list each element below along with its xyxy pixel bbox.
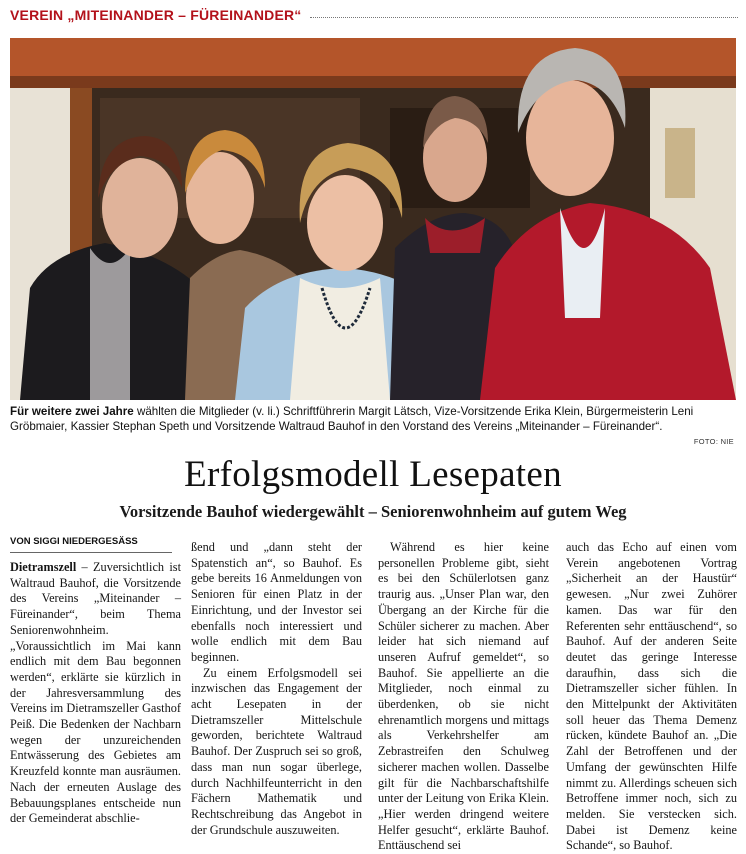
group-photo-illustration bbox=[10, 38, 736, 400]
article-column-3 bbox=[378, 540, 549, 854]
photo-credit: FOTO: NIE bbox=[693, 437, 734, 446]
column-1-paragraph: – Zuversichtlich ist Waltraud Bauhof, die Vorsitzende des Vereins „Miteinander – Füreinander“, beim Thema Seniorenwohnheim. „Voraussichtlich im Mai kann endlich mit dem Bau begonnen werden“, erklärte sie kürzlich in der Jahresversammlung des Vereins im Dietramszeller Gasthof Peiß. Die Bedenken der Nachbarn wegen der unzureichenden Entwässerung des Gebietes am Kreuzfeld konnte man ausräumen. Nach der erneuten Auslage des Bebauungsplanes entscheide nun der Gemeinderat abschlie- bbox=[10, 560, 181, 826]
column-4-paragraph: auch das Echo auf einen vom Verein angebotenen Vortrag „Sicherheit an der Haustür“ gewesen. „Nur zwei Zuhörer kamen. Das war für den Referenten sehr enttäuschend“, so Bauhof. Auf der anderen Seite deutet das geringe Interesse daraufhin, dass sich die Dietramszeller sicher fühlen. In den Mittelpunkt der Aktivitäten soll heuer das Thema Demenz rücken, kündete Bauhof an. „Die Zahl der Betroffenen und der Umfang der gewünschten Hilfe nimmt zu. Allerdings scheuen sich Betroffene immer noch, sich zu melden. Sie verstecken sich. Dabei ist Demenz keine Schande“, so Bauhof. bbox=[566, 540, 737, 853]
article-subhead: Vorsitzende Bauhof wiedergewählt – Seniorenwohnheim auf gutem Weg bbox=[119, 502, 627, 521]
photo-caption bbox=[10, 404, 736, 434]
article-headline: Erfolgsmodell Lesepaten bbox=[184, 454, 562, 495]
kicker-dotted-rule bbox=[310, 17, 739, 18]
dateline: Dietramszell bbox=[10, 560, 77, 574]
article-column-1 bbox=[10, 560, 181, 827]
article-column-4 bbox=[566, 540, 737, 854]
group-photo bbox=[10, 38, 736, 400]
caption-text: wählten die Mitglieder (v. li.) Schriftführerin Margit Lätsch, Vize-Vorsitzende Erika Klein, Bürgermeisterin Leni Gröbmaier, Kassier Stephan Speth und Vorsitzende Waltraud Bauhof in den Vorstand des Vereins „Miteinander – Füreinander“. bbox=[10, 405, 694, 433]
column-2-paragraph-2: Zu einem Erfolgsmodell sei inzwischen das Engagement der acht Lesepaten in der Dietramszeller Mittelschule geworden, berichtete Waltraud Bauhof. Der Zuspruch sei so groß, dass man nun sogar überlege, durch Nachhilfeunterricht in den Fächern Mathematik und Rechtschreibung das Angebot in der Grundschule auszuweiten. bbox=[191, 665, 362, 837]
article-byline: VON SIGGI NIEDERGESÄSS bbox=[10, 534, 172, 553]
article-column-2 bbox=[191, 540, 362, 838]
kicker-label: VEREIN „MITEINANDER – FÜREINANDER“ bbox=[10, 7, 302, 23]
section-kicker bbox=[10, 4, 738, 26]
caption-lead: Für weitere zwei Jahre bbox=[10, 405, 134, 418]
column-3-paragraph: Während es hier keine personellen Probleme gibt, sieht es bei den Schülerlotsen ganz traurig aus. „Unser Plan war, den Übergang an der Kirche für die Schüler sicherer zu machen. Aber leider hat sich niemand auf unseren Aufruf gemeldet“, so Bauhof. Sie appellierte an die Mitglieder, noch einmal zu überdenken, ob sie nicht ehrenamtlich morgens und mittags als Verkehrshelfer am Zebrastreifen den Schulweg sicherer machen wollen. Dasselbe gilt für die Nachbarschaftshilfe unter der Leitung von Erika Klein. „Hier werden dringend weitere Helfer gesucht“, erklärte Bauhof. Enttäuschend sei bbox=[378, 540, 549, 853]
column-2-paragraph-1: ßend und „dann steht der Spatenstich an“, so Bauhof. Es gebe bereits 16 Anmeldungen von Senioren für einen Platz in der Einrichtung, und der Investor sei ebenfalls noch interessiert und wolle endlich mit dem Bau beginnen. bbox=[191, 540, 362, 664]
